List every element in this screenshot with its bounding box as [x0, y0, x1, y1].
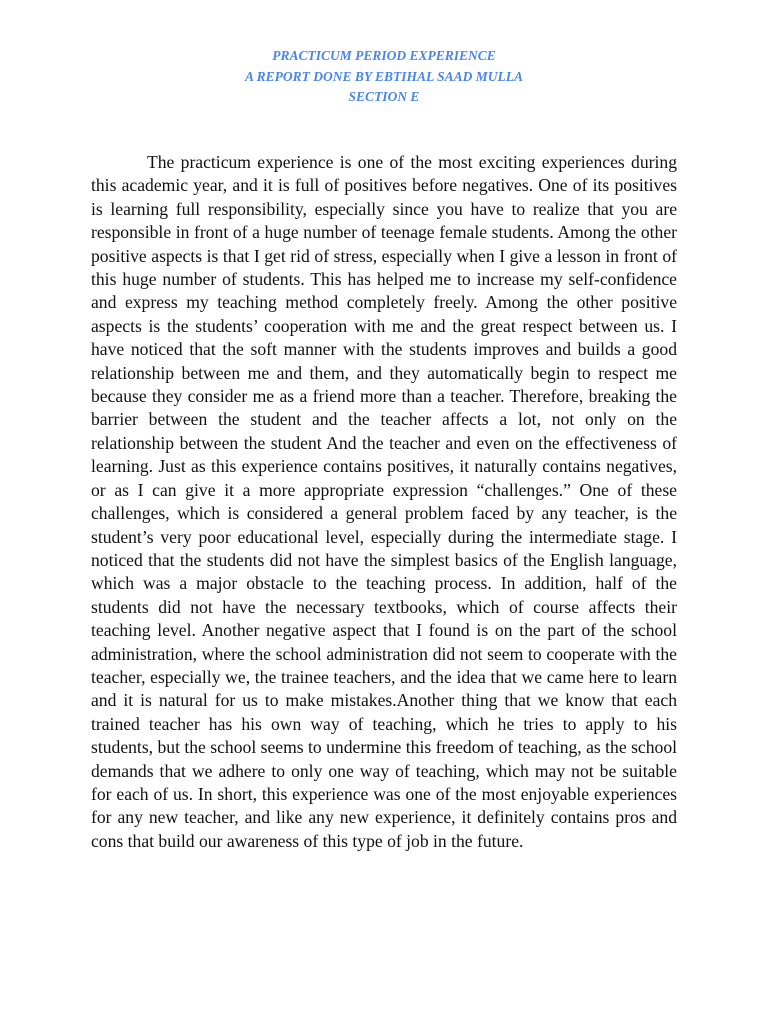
report-heading: [0, 46, 768, 108]
report-paragraph: The practicum experience is one of the most exciting experiences during this academic year, and it is full of positives before negatives. One of its positives is learning full responsibility, especially since you have to realize that you are responsible in front of a huge number of teenage female students. Among the other positive aspects is that I get rid of stress, especially when I give a lesson in front of this huge number of students. This has helped me to increase my self-confidence and express my teaching method completely freely. Among the other positive aspects is the students’ cooperation with me and the great respect between us. I have noticed that the soft manner with the students improves and builds a good relationship between me and them, and they automatically begin to respect me because they consider me as a friend more than a teacher. Therefore, breaking the barrier between the student and the teacher affects a lot, not only on the relationship between the student And the teacher and even on the effectiveness of learning. Just as this experience contains positives, it naturally contains negatives, or as I can give it a more appropriate expression “challenges.” One of these challenges, which is considered a general problem faced by any teacher, is the student’s very poor educational level, especially during the intermediate stage. I noticed that the students did not have the simplest basics of the English language, which was a major obstacle to the teaching process. In addition, half of the students did not have the necessary textbooks, which of course affects their teaching level. Another negative aspect that I found is on the part of the school administration, where the school administration did not seem to cooperate with the teacher, especially we, the trainee teachers, and the idea that we came here to learn and it is natural for us to make mistakes.Another thing that we know that each trained teacher has his own way of teaching, which he tries to apply to his students, but the school seems to undermine this freedom of teaching, as the school demands that we adhere to only one way of teaching, which may not be suitable for each of us. In short, this experience was one of the most enjoyable experiences for any new teacher, and like any new experience, it definitely contains pros and cons that build our awareness of this type of job in the future.: [91, 152, 677, 851]
heading-title: PRACTICUM PERIOD EXPERIENCE: [272, 48, 496, 63]
heading-author: A REPORT DONE BY EBTIHAL SAAD MULLA: [244, 68, 524, 84]
heading-section: SECTION E: [348, 89, 420, 104]
